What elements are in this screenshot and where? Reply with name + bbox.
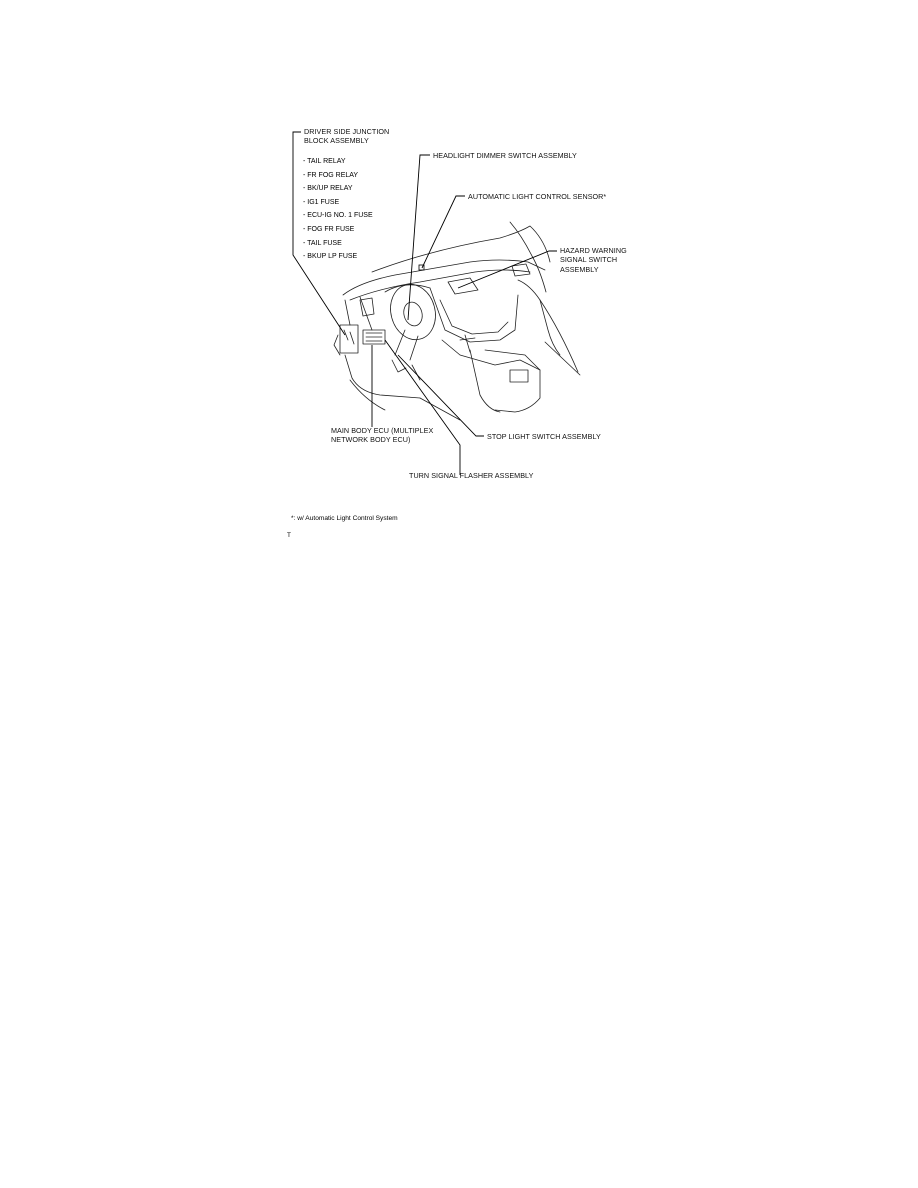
label-junction-block: DRIVER SIDE JUNCTION BLOCK ASSEMBLY <box>304 127 390 146</box>
passenger-dash <box>518 280 560 355</box>
junction-item: - ECU-IG NO. 1 FUSE <box>303 212 373 220</box>
label-main-body-ecu: MAIN BODY ECU (MULTIPLEX NETWORK BODY ECU) <box>331 426 434 445</box>
figure-code: T <box>287 532 291 539</box>
junction-item-list <box>303 155 373 264</box>
windshield-outline <box>372 226 550 272</box>
door-edge <box>545 342 580 375</box>
junction-item: - TAIL FUSE <box>303 239 342 247</box>
ecu-detail <box>366 333 382 341</box>
dash-top-inner <box>350 270 530 300</box>
junction-item: - IG1 FUSE <box>303 198 340 206</box>
steering-hub <box>401 300 425 328</box>
label-auto-light-sensor: AUTOMATIC LIGHT CONTROL SENSOR* <box>468 192 607 201</box>
leader-auto-sensor <box>422 196 465 268</box>
label-turn-signal-flasher: TURN SIGNAL FLASHER ASSEMBLY <box>409 471 534 480</box>
console-top <box>485 350 540 370</box>
steering-wheel <box>385 279 442 344</box>
junction-item: - FR FOG RELAY <box>303 171 359 179</box>
lower-dash <box>345 355 420 398</box>
label-headlight-dimmer: HEADLIGHT DIMMER SWITCH ASSEMBLY <box>433 151 577 160</box>
center-stack-inner <box>440 300 508 334</box>
instrument-hood <box>385 285 430 292</box>
label-hazard-switch: HAZARD WARNING SIGNAL SWITCH ASSEMBLY <box>560 246 627 274</box>
shifter <box>460 335 475 352</box>
leader-headlight <box>408 155 430 320</box>
junction-block-shape <box>340 325 358 353</box>
junction-item: - BKUP LP FUSE <box>303 253 358 261</box>
leader-stop-light <box>398 355 484 436</box>
console-switches <box>510 370 528 382</box>
label-stop-light-switch: STOP LIGHT SWITCH ASSEMBLY <box>487 432 601 441</box>
left-vent <box>360 298 374 316</box>
junction-item: - TAIL RELAY <box>303 158 346 165</box>
junction-item: - FOG FR FUSE <box>303 225 355 233</box>
junction-item: - BK/UP RELAY <box>303 185 353 193</box>
door-line <box>540 300 578 372</box>
footnote: *: w/ Automatic Light Control System <box>291 515 398 522</box>
